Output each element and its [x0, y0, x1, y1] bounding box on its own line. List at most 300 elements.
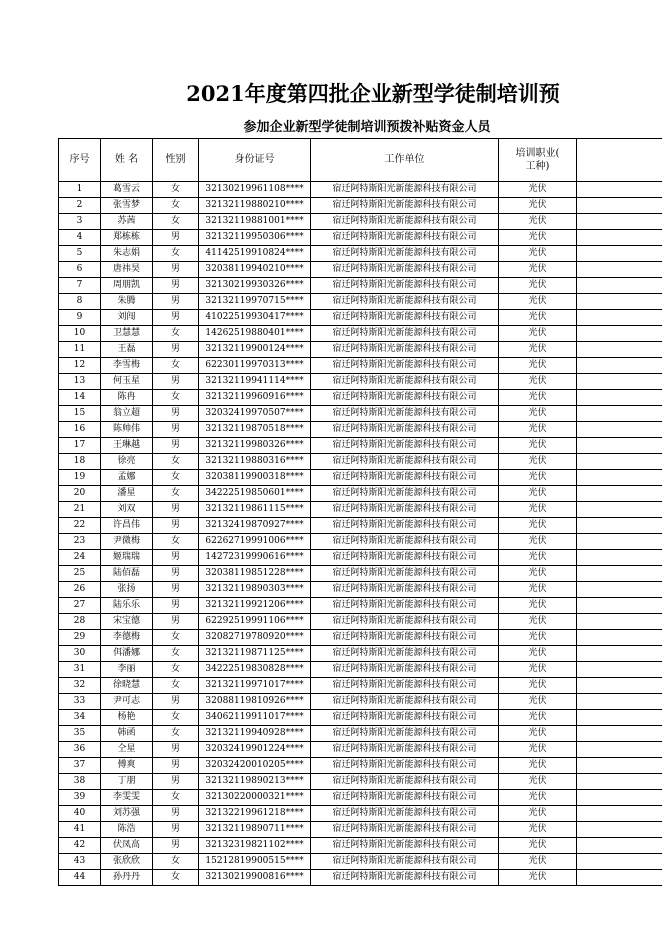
- cell-index: 19: [59, 470, 101, 486]
- cell-gender: 女: [153, 790, 199, 806]
- cell-work-unit: 宿迁阿特斯阳光新能源科技有限公司: [311, 230, 499, 246]
- cell-index: 8: [59, 294, 101, 310]
- table-row: [59, 182, 662, 198]
- table-row: [59, 342, 662, 358]
- cell-name: 姬瑞瑞: [101, 550, 153, 566]
- cell-gender: 男: [153, 806, 199, 822]
- cell-name: 孟娜: [101, 470, 153, 486]
- cell-name: 仝星: [101, 742, 153, 758]
- cell-work-unit: 宿迁阿特斯阳光新能源科技有限公司: [311, 214, 499, 230]
- cell-gender: 女: [153, 678, 199, 694]
- cell-overflow: [577, 742, 662, 758]
- cell-work-unit: 宿迁阿特斯阳光新能源科技有限公司: [311, 582, 499, 598]
- cell-training-occupation: 光伏: [499, 246, 577, 262]
- cell-index: 41: [59, 822, 101, 838]
- cell-training-occupation: 光伏: [499, 182, 577, 198]
- cell-name: 陆佰磊: [101, 566, 153, 582]
- cell-index: 39: [59, 790, 101, 806]
- cell-index: 7: [59, 278, 101, 294]
- cell-index: 18: [59, 454, 101, 470]
- cell-id-number: 34062119911017****: [199, 710, 311, 726]
- column-header-training-occupation-line1: 培训职业(: [515, 148, 560, 159]
- cell-id-number: 32132219961218****: [199, 806, 311, 822]
- table-row: [59, 486, 662, 502]
- cell-gender: 男: [153, 742, 199, 758]
- cell-id-number: 32132119871125****: [199, 646, 311, 662]
- cell-overflow: [577, 310, 662, 326]
- cell-id-number: 32032420010205****: [199, 758, 311, 774]
- table-row: [59, 838, 662, 854]
- table-row: [59, 374, 662, 390]
- cell-name: 朱志娟: [101, 246, 153, 262]
- cell-training-occupation: 光伏: [499, 214, 577, 230]
- table-row: [59, 854, 662, 870]
- cell-work-unit: 宿迁阿特斯阳光新能源科技有限公司: [311, 358, 499, 374]
- column-header-overflow: [577, 139, 662, 182]
- cell-overflow: [577, 774, 662, 790]
- cell-index: 14: [59, 390, 101, 406]
- cell-overflow: [577, 454, 662, 470]
- table-row: [59, 214, 662, 230]
- cell-overflow: [577, 870, 662, 886]
- cell-index: 29: [59, 630, 101, 646]
- cell-work-unit: 宿迁阿特斯阳光新能源科技有限公司: [311, 198, 499, 214]
- cell-overflow: [577, 566, 662, 582]
- table-row: [59, 502, 662, 518]
- cell-training-occupation: 光伏: [499, 358, 577, 374]
- cell-id-number: 32130220000321****: [199, 790, 311, 806]
- cell-gender: 男: [153, 310, 199, 326]
- cell-gender: 女: [153, 646, 199, 662]
- cell-index: 27: [59, 598, 101, 614]
- cell-index: 31: [59, 662, 101, 678]
- cell-work-unit: 宿迁阿特斯阳光新能源科技有限公司: [311, 870, 499, 886]
- cell-gender: 男: [153, 262, 199, 278]
- cell-id-number: 15212819900515****: [199, 854, 311, 870]
- cell-gender: 男: [153, 294, 199, 310]
- cell-overflow: [577, 694, 662, 710]
- cell-gender: 女: [153, 246, 199, 262]
- cell-training-occupation: 光伏: [499, 342, 577, 358]
- cell-overflow: [577, 646, 662, 662]
- cell-work-unit: 宿迁阿特斯阳光新能源科技有限公司: [311, 326, 499, 342]
- cell-id-number: 32132119970715****: [199, 294, 311, 310]
- table-row: [59, 630, 662, 646]
- cell-name: 李德梅: [101, 630, 153, 646]
- cell-index: 42: [59, 838, 101, 854]
- cell-id-number: 32132119861115****: [199, 502, 311, 518]
- cell-id-number: 32130219900816****: [199, 870, 311, 886]
- cell-id-number: 62292519991106****: [199, 614, 311, 630]
- table-row: [59, 406, 662, 422]
- cell-training-occupation: 光伏: [499, 630, 577, 646]
- cell-overflow: [577, 550, 662, 566]
- cell-overflow: [577, 630, 662, 646]
- table-row: [59, 230, 662, 246]
- cell-id-number: 32130219961108****: [199, 182, 311, 198]
- cell-work-unit: 宿迁阿特斯阳光新能源科技有限公司: [311, 502, 499, 518]
- cell-training-occupation: 光伏: [499, 550, 577, 566]
- cell-id-number: 32082719780920****: [199, 630, 311, 646]
- cell-training-occupation: 光伏: [499, 406, 577, 422]
- cell-name: 朱腾: [101, 294, 153, 310]
- cell-overflow: [577, 806, 662, 822]
- cell-work-unit: 宿迁阿特斯阳光新能源科技有限公司: [311, 550, 499, 566]
- cell-gender: 女: [153, 454, 199, 470]
- table-row: [59, 550, 662, 566]
- personnel-table: [58, 138, 662, 886]
- cell-work-unit: 宿迁阿特斯阳光新能源科技有限公司: [311, 390, 499, 406]
- cell-gender: 女: [153, 710, 199, 726]
- cell-name: 许昌伟: [101, 518, 153, 534]
- table-row: [59, 822, 662, 838]
- cell-training-occupation: 光伏: [499, 614, 577, 630]
- cell-name: 张扬: [101, 582, 153, 598]
- cell-id-number: 32032419970507****: [199, 406, 311, 422]
- cell-gender: 女: [153, 726, 199, 742]
- cell-name: 潘星: [101, 486, 153, 502]
- page-title: 2021年度第四批企业新型学徒制培训预: [186, 81, 560, 106]
- cell-index: 17: [59, 438, 101, 454]
- cell-training-occupation: 光伏: [499, 870, 577, 886]
- cell-work-unit: 宿迁阿特斯阳光新能源科技有限公司: [311, 854, 499, 870]
- cell-overflow: [577, 518, 662, 534]
- document-title-container: [0, 78, 662, 108]
- cell-index: 40: [59, 806, 101, 822]
- cell-gender: 女: [153, 854, 199, 870]
- cell-training-occupation: 光伏: [499, 710, 577, 726]
- cell-gender: 女: [153, 214, 199, 230]
- cell-overflow: [577, 502, 662, 518]
- cell-training-occupation: 光伏: [499, 518, 577, 534]
- cell-name: 尹微梅: [101, 534, 153, 550]
- cell-id-number: 14272319990616****: [199, 550, 311, 566]
- cell-name: 张雪梦: [101, 198, 153, 214]
- cell-gender: 女: [153, 182, 199, 198]
- cell-id-number: 32038119900318****: [199, 470, 311, 486]
- cell-overflow: [577, 710, 662, 726]
- column-header-training-occupation: [499, 139, 577, 182]
- cell-work-unit: 宿迁阿特斯阳光新能源科技有限公司: [311, 614, 499, 630]
- cell-overflow: [577, 438, 662, 454]
- cell-id-number: 41142519910824****: [199, 246, 311, 262]
- cell-name: 陈冉: [101, 390, 153, 406]
- table-row: [59, 358, 662, 374]
- cell-training-occupation: 光伏: [499, 326, 577, 342]
- cell-work-unit: 宿迁阿特斯阳光新能源科技有限公司: [311, 822, 499, 838]
- table-row: [59, 758, 662, 774]
- table-row: [59, 614, 662, 630]
- cell-name: 佴潘娜: [101, 646, 153, 662]
- table-row: [59, 710, 662, 726]
- cell-training-occupation: 光伏: [499, 582, 577, 598]
- cell-name: 李丽: [101, 662, 153, 678]
- cell-overflow: [577, 230, 662, 246]
- cell-work-unit: 宿迁阿特斯阳光新能源科技有限公司: [311, 694, 499, 710]
- cell-overflow: [577, 726, 662, 742]
- table-row: [59, 454, 662, 470]
- table-row: [59, 790, 662, 806]
- cell-work-unit: 宿迁阿特斯阳光新能源科技有限公司: [311, 710, 499, 726]
- table-row: [59, 774, 662, 790]
- cell-index: 28: [59, 614, 101, 630]
- cell-name: 杨艳: [101, 710, 153, 726]
- cell-index: 5: [59, 246, 101, 262]
- cell-gender: 男: [153, 566, 199, 582]
- cell-overflow: [577, 582, 662, 598]
- cell-overflow: [577, 838, 662, 854]
- cell-index: 25: [59, 566, 101, 582]
- cell-training-occupation: 光伏: [499, 790, 577, 806]
- cell-overflow: [577, 246, 662, 262]
- cell-training-occupation: 光伏: [499, 262, 577, 278]
- cell-overflow: [577, 662, 662, 678]
- cell-training-occupation: 光伏: [499, 502, 577, 518]
- column-header-name: 姓 名: [101, 139, 153, 182]
- cell-index: 20: [59, 486, 101, 502]
- cell-gender: 女: [153, 358, 199, 374]
- cell-index: 38: [59, 774, 101, 790]
- cell-index: 6: [59, 262, 101, 278]
- cell-work-unit: 宿迁阿特斯阳光新能源科技有限公司: [311, 342, 499, 358]
- cell-name: 苏茜: [101, 214, 153, 230]
- table-row: [59, 694, 662, 710]
- cell-id-number: 32132119971017****: [199, 678, 311, 694]
- cell-work-unit: 宿迁阿特斯阳光新能源科技有限公司: [311, 646, 499, 662]
- cell-index: 33: [59, 694, 101, 710]
- table-row: [59, 278, 662, 294]
- cell-overflow: [577, 422, 662, 438]
- cell-work-unit: 宿迁阿特斯阳光新能源科技有限公司: [311, 182, 499, 198]
- cell-training-occupation: 光伏: [499, 678, 577, 694]
- cell-name: 宋宝德: [101, 614, 153, 630]
- cell-id-number: 32132119980326****: [199, 438, 311, 454]
- cell-overflow: [577, 598, 662, 614]
- cell-work-unit: 宿迁阿特斯阳光新能源科技有限公司: [311, 838, 499, 854]
- cell-training-occupation: 光伏: [499, 374, 577, 390]
- cell-index: 3: [59, 214, 101, 230]
- cell-gender: 女: [153, 390, 199, 406]
- table-row: [59, 246, 662, 262]
- table-body: [59, 182, 662, 886]
- cell-name: 尹可志: [101, 694, 153, 710]
- cell-index: 9: [59, 310, 101, 326]
- cell-work-unit: 宿迁阿特斯阳光新能源科技有限公司: [311, 758, 499, 774]
- cell-index: 37: [59, 758, 101, 774]
- cell-training-occupation: 光伏: [499, 806, 577, 822]
- cell-id-number: 34222519850601****: [199, 486, 311, 502]
- cell-work-unit: 宿迁阿特斯阳光新能源科技有限公司: [311, 278, 499, 294]
- cell-name: 周朋凯: [101, 278, 153, 294]
- table-row: [59, 742, 662, 758]
- cell-training-occupation: 光伏: [499, 662, 577, 678]
- cell-training-occupation: 光伏: [499, 758, 577, 774]
- cell-work-unit: 宿迁阿特斯阳光新能源科技有限公司: [311, 422, 499, 438]
- cell-id-number: 32132119870518****: [199, 422, 311, 438]
- cell-name: 丁朋: [101, 774, 153, 790]
- cell-training-occupation: 光伏: [499, 854, 577, 870]
- table-row: [59, 470, 662, 486]
- cell-work-unit: 宿迁阿特斯阳光新能源科技有限公司: [311, 262, 499, 278]
- cell-id-number: 32032419901224****: [199, 742, 311, 758]
- cell-id-number: 32088119810926****: [199, 694, 311, 710]
- cell-name: 唐祎昊: [101, 262, 153, 278]
- cell-index: 32: [59, 678, 101, 694]
- cell-id-number: 32132119940928****: [199, 726, 311, 742]
- cell-overflow: [577, 294, 662, 310]
- cell-work-unit: 宿迁阿特斯阳光新能源科技有限公司: [311, 310, 499, 326]
- cell-gender: 男: [153, 518, 199, 534]
- column-header-training-occupation-line2: 工种): [525, 161, 550, 172]
- cell-id-number: 62230119970313****: [199, 358, 311, 374]
- cell-work-unit: 宿迁阿特斯阳光新能源科技有限公司: [311, 806, 499, 822]
- cell-overflow: [577, 758, 662, 774]
- cell-index: 35: [59, 726, 101, 742]
- cell-work-unit: 宿迁阿特斯阳光新能源科技有限公司: [311, 486, 499, 502]
- cell-gender: 女: [153, 870, 199, 886]
- cell-index: 16: [59, 422, 101, 438]
- cell-work-unit: 宿迁阿特斯阳光新能源科技有限公司: [311, 726, 499, 742]
- cell-gender: 女: [153, 534, 199, 550]
- cell-gender: 男: [153, 502, 199, 518]
- cell-overflow: [577, 326, 662, 342]
- cell-gender: 男: [153, 774, 199, 790]
- cell-gender: 男: [153, 550, 199, 566]
- cell-training-occupation: 光伏: [499, 470, 577, 486]
- table-row: [59, 662, 662, 678]
- cell-index: 36: [59, 742, 101, 758]
- cell-overflow: [577, 182, 662, 198]
- cell-id-number: 32132119890711****: [199, 822, 311, 838]
- cell-training-occupation: 光伏: [499, 774, 577, 790]
- table-row: [59, 294, 662, 310]
- cell-training-occupation: 光伏: [499, 646, 577, 662]
- cell-work-unit: 宿迁阿特斯阳光新能源科技有限公司: [311, 662, 499, 678]
- cell-name: 郑栋栋: [101, 230, 153, 246]
- cell-training-occupation: 光伏: [499, 486, 577, 502]
- cell-name: 葛雪云: [101, 182, 153, 198]
- cell-id-number: 34222519830828****: [199, 662, 311, 678]
- table-row: [59, 422, 662, 438]
- cell-overflow: [577, 390, 662, 406]
- cell-name: 李雯雯: [101, 790, 153, 806]
- cell-id-number: 32132119900124****: [199, 342, 311, 358]
- cell-name: 刘闯: [101, 310, 153, 326]
- cell-training-occupation: 光伏: [499, 726, 577, 742]
- cell-id-number: 32132119881001****: [199, 214, 311, 230]
- cell-name: 刘苏强: [101, 806, 153, 822]
- cell-training-occupation: 光伏: [499, 198, 577, 214]
- cell-index: 44: [59, 870, 101, 886]
- cell-index: 2: [59, 198, 101, 214]
- cell-name: 刘双: [101, 502, 153, 518]
- cell-training-occupation: 光伏: [499, 566, 577, 582]
- cell-name: 翁立超: [101, 406, 153, 422]
- cell-id-number: 41022519930417****: [199, 310, 311, 326]
- cell-training-occupation: 光伏: [499, 294, 577, 310]
- cell-work-unit: 宿迁阿特斯阳光新能源科技有限公司: [311, 246, 499, 262]
- cell-index: 30: [59, 646, 101, 662]
- cell-gender: 女: [153, 198, 199, 214]
- cell-work-unit: 宿迁阿特斯阳光新能源科技有限公司: [311, 598, 499, 614]
- cell-name: 孙丹丹: [101, 870, 153, 886]
- page-subtitle: 参加企业新型学徒制培训预拨补贴资金人员: [243, 120, 491, 135]
- cell-index: 15: [59, 406, 101, 422]
- table-row: [59, 518, 662, 534]
- cell-overflow: [577, 198, 662, 214]
- cell-gender: 女: [153, 326, 199, 342]
- table-row: [59, 726, 662, 742]
- cell-index: 23: [59, 534, 101, 550]
- cell-id-number: 62262719991006****: [199, 534, 311, 550]
- cell-name: 傅爽: [101, 758, 153, 774]
- cell-index: 4: [59, 230, 101, 246]
- cell-index: 10: [59, 326, 101, 342]
- table-row: [59, 390, 662, 406]
- cell-training-occupation: 光伏: [499, 230, 577, 246]
- cell-name: 李雪梅: [101, 358, 153, 374]
- cell-name: 卫慧慧: [101, 326, 153, 342]
- cell-id-number: 32132319821102****: [199, 838, 311, 854]
- cell-work-unit: 宿迁阿特斯阳光新能源科技有限公司: [311, 742, 499, 758]
- cell-name: 徐亮: [101, 454, 153, 470]
- table-row: [59, 310, 662, 326]
- cell-gender: 女: [153, 630, 199, 646]
- cell-id-number: 32038119851228****: [199, 566, 311, 582]
- table-row: [59, 262, 662, 278]
- cell-index: 22: [59, 518, 101, 534]
- document-subtitle-container: [0, 116, 662, 135]
- cell-work-unit: 宿迁阿特斯阳光新能源科技有限公司: [311, 534, 499, 550]
- cell-name: 伏凤高: [101, 838, 153, 854]
- cell-id-number: 32132119941114****: [199, 374, 311, 390]
- cell-gender: 男: [153, 582, 199, 598]
- table-row: [59, 598, 662, 614]
- table-row: [59, 438, 662, 454]
- column-header-gender: 性别: [153, 139, 199, 182]
- cell-training-occupation: 光伏: [499, 534, 577, 550]
- cell-id-number: 32132119890303****: [199, 582, 311, 598]
- cell-gender: 女: [153, 662, 199, 678]
- cell-work-unit: 宿迁阿特斯阳光新能源科技有限公司: [311, 406, 499, 422]
- cell-id-number: 32132119880210****: [199, 198, 311, 214]
- cell-gender: 男: [153, 374, 199, 390]
- cell-overflow: [577, 358, 662, 374]
- cell-training-occupation: 光伏: [499, 454, 577, 470]
- cell-work-unit: 宿迁阿特斯阳光新能源科技有限公司: [311, 374, 499, 390]
- cell-overflow: [577, 678, 662, 694]
- table-row: [59, 534, 662, 550]
- cell-work-unit: 宿迁阿特斯阳光新能源科技有限公司: [311, 630, 499, 646]
- cell-training-occupation: 光伏: [499, 694, 577, 710]
- cell-work-unit: 宿迁阿特斯阳光新能源科技有限公司: [311, 438, 499, 454]
- cell-gender: 女: [153, 486, 199, 502]
- cell-gender: 男: [153, 230, 199, 246]
- cell-id-number: 32132119921206****: [199, 598, 311, 614]
- cell-index: 21: [59, 502, 101, 518]
- table-row: [59, 646, 662, 662]
- cell-training-occupation: 光伏: [499, 390, 577, 406]
- column-header-id-number: 身份证号: [199, 139, 311, 182]
- cell-gender: 女: [153, 470, 199, 486]
- table-header-row: [59, 139, 662, 182]
- cell-training-occupation: 光伏: [499, 742, 577, 758]
- table-row: [59, 566, 662, 582]
- cell-name: 徐晓慧: [101, 678, 153, 694]
- cell-gender: 男: [153, 438, 199, 454]
- cell-index: 34: [59, 710, 101, 726]
- cell-id-number: 32132119890213****: [199, 774, 311, 790]
